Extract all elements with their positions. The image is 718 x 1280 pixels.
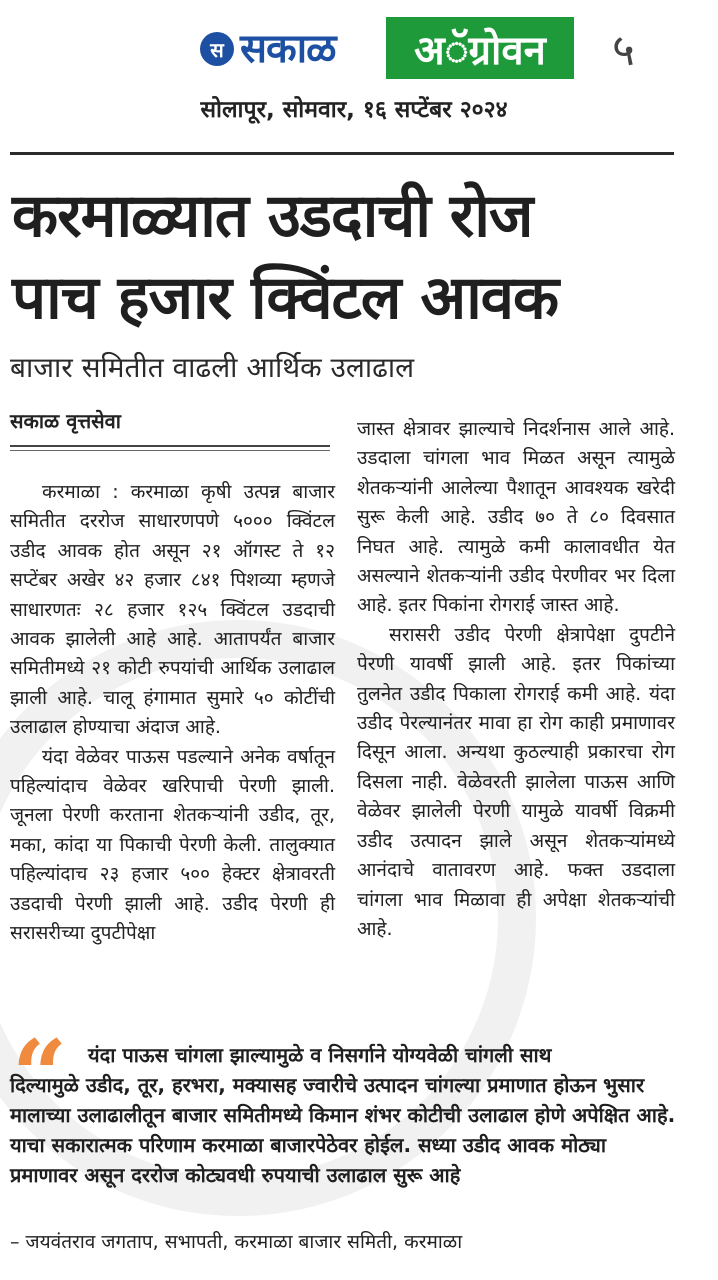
pull-quote-body: दिल्यामुळे उडीद, तूर, हरभरा, मक्यासह ज्वारीचे उत्पादन चांगल्या प्रमाणात होऊन भुसार मालाच्या उलाढालीतून बाजार समितीमध्ये किमान शंभर कोटीची उलाढाल होणे अपेक्षित आहे. याचा सकारात्मक परिणाम करमाळा बाजारपेठेवर होईल. सध्या उडीद आवक मोठ्या प्रमाणावर असून दररोज कोट्यवधी रुपयाची उलाढाल सुरू आहे (10, 1073, 676, 1187)
headline (12, 175, 692, 339)
quote-attribution: – जयवंतराव जगताप, सभापती, करमाळा बाजार समिती, करमाळा (10, 1231, 463, 1253)
paragraph: सरासरी उडीद पेरणी क्षेत्रापेक्षा दुपटीने पेरणी यावर्षी झाली आहे. इतर पिकांच्या तुलनेत उडीद पिकाला रोगराई कमी आहे. यंदा उडीद पेरल्यानंतर मावा हा रोग काही प्रमाणावर दिसून आला. अन्यथा कुठल्याही प्रकारचा रोग दिसला नाही. वेळेवरती झालेला पाऊस आणि वेळेवर झालेली पेरणी यामुळे यावर्षी विक्रमी उडीद उत्पादन झाले असून शेतकऱ्यांमध्ये आनंदाचे वातावरण आहे. फक्त उडदाला चांगला भाव मिळावा ही अपेक्षा शेतकऱ्यांची आहे. (357, 623, 675, 940)
byline-divider (10, 445, 330, 447)
page-number: ५ (612, 25, 635, 76)
column-left (10, 478, 335, 949)
paragraph: यंदा वेळेवर पाऊस पडल्याने अनेक वर्षातून पहिल्यांदाच वेळेवर खरिपाची पेरणी झाली. जूनला पेरणी करताना शेतकऱ्यांनी उडीद, तूर, मका, कांदा या पिकाची पेरणी केली. तालुक्यात पहिल्यांदाच २३ हजार ५०० हेक्टर क्षेत्रावरती उडदाची पेरणी झाली आहे. उडीद पेरणी ही सरासरीच्या दुपटीपेक्षा (10, 745, 335, 945)
byline: सकाळ वृत्तसेवा (10, 409, 121, 433)
quote-mark-icon: “ (12, 1019, 68, 1132)
paragraph: जास्त क्षेत्रावर झाल्याचे निदर्शनास आले आहे. उडदाला चांगला भाव मिळत असून त्यामुळे शेतकऱ्यांनी आलेल्या पैशातून आवश्यक खरेदी सुरू केली आहे. उडीद ७० ते ८० दिवसात निघत आहे. त्यामुळे कमी कालावधीत येत असल्याने शेतकऱ्यांनी उडीद पेरणीवर भर दिला आहे. इतर पिकांना रोगराई जास्त आहे. (357, 418, 675, 617)
dateline (0, 92, 718, 124)
top-divider (10, 152, 674, 155)
masthead (0, 0, 718, 150)
section-banner: अॅग्रोवन (386, 17, 574, 79)
column-right (357, 415, 675, 944)
paragraph: करमाळा : करमाळा कृषी उत्पन्न बाजार समितीत दररोज साधारणपणे ५००० क्विंटल उडीद आवक होत असून २१ ऑगस्ट ते १२ सप्टेंबर अखेर ४२ हजार ८४१ पिशव्या म्हणजे साधारणतः २८ हजार १२५ क्विंटल उडदाची आवक झालेली आहे आहे. आतापर्यंत बाजार समितीमध्ये २१ कोटी रुपयांची आर्थिक उलाढाल झाली आहे. चालू हंगामात सुमारे ५० कोटींची उलाढाल होण्याचा अंदाज आहे. (10, 481, 335, 739)
byline-divider-thin (10, 450, 330, 451)
brand-name: सकाळ (240, 26, 336, 72)
pull-quote (10, 1040, 676, 1190)
pull-quote-first-line: यंदा पाऊस चांगला झाल्यामुळे व निसर्गाने योग्यवेळी चांगली साथ (88, 1043, 552, 1067)
headline-line-1: करमाळ्यात उडदाची रोज (12, 181, 533, 251)
dateline-text: सोलापूर, सोमवार, १६ सप्टेंबर २०२४ (200, 97, 508, 123)
logo-mark-icon: स (200, 32, 234, 66)
subheadline: बाजार समितीत वाढली आर्थिक उलाढाल (10, 351, 415, 384)
headline-line-2: पाच हजार क्विंटल आवक (12, 263, 559, 333)
brand-logo (200, 20, 336, 78)
